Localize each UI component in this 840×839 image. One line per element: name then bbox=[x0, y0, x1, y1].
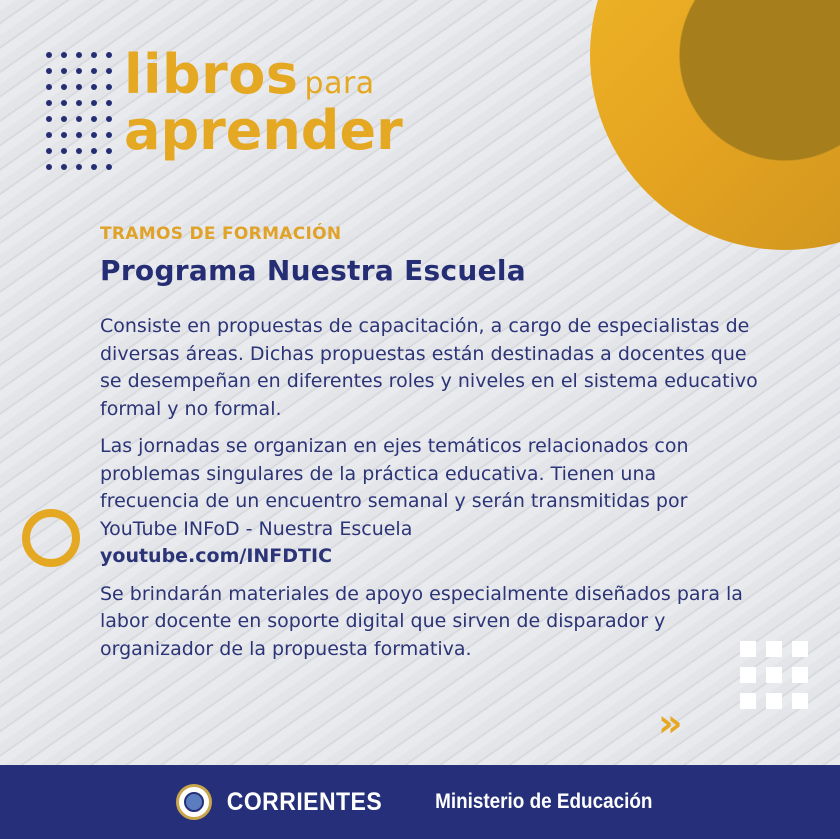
paragraph-jornadas bbox=[100, 433, 760, 571]
provincial-seal-icon bbox=[176, 784, 212, 820]
small-ring-decoration bbox=[22, 509, 80, 567]
square-grid-decoration bbox=[740, 641, 808, 709]
ministry-label: Ministerio de Educación bbox=[434, 790, 653, 813]
footer-bar bbox=[0, 765, 840, 839]
paragraph-jornadas-text: Las jornadas se organizan en ejes temáticos relacionados con problemas singulares de la práctica educativa. Tienen una frecuencia de un encuentro semanal y serán transmitidas por YouTube INFoD - Nuestra Escuela bbox=[100, 435, 689, 540]
logo-word-libros: libros bbox=[124, 43, 299, 106]
dot-grid-decoration bbox=[46, 52, 112, 170]
gold-ring-decoration bbox=[590, 0, 840, 250]
youtube-link[interactable]: youtube.com/INFDTIC bbox=[100, 545, 333, 567]
body-text bbox=[100, 313, 760, 673]
double-chevron-right-icon: » bbox=[658, 701, 679, 745]
paragraph-intro: Consiste en propuestas de capacitación, a cargo de especialistas de diversas áreas. Dichas propuestas están destinadas a docentes que se desempeñan en diferentes roles y niveles en el sistema educativo formal y no formal. bbox=[100, 315, 758, 420]
page-title: Programa Nuestra Escuela bbox=[100, 254, 526, 287]
corrientes-brand bbox=[176, 784, 389, 820]
section-kicker: TRAMOS DE FORMACIÓN bbox=[100, 224, 342, 244]
brand-corrientes: CORRIENTES bbox=[226, 787, 382, 816]
logo-word-para: para bbox=[304, 66, 375, 101]
paragraph-materiales: Se brindarán materiales de apoyo especialmente diseñados para la labor docente en soporte digital que sirven de disparador y organizador de la propuesta formativa. bbox=[100, 582, 743, 660]
logo-word-aprender: aprender bbox=[124, 99, 403, 162]
libros-para-aprender-logo bbox=[124, 43, 403, 162]
